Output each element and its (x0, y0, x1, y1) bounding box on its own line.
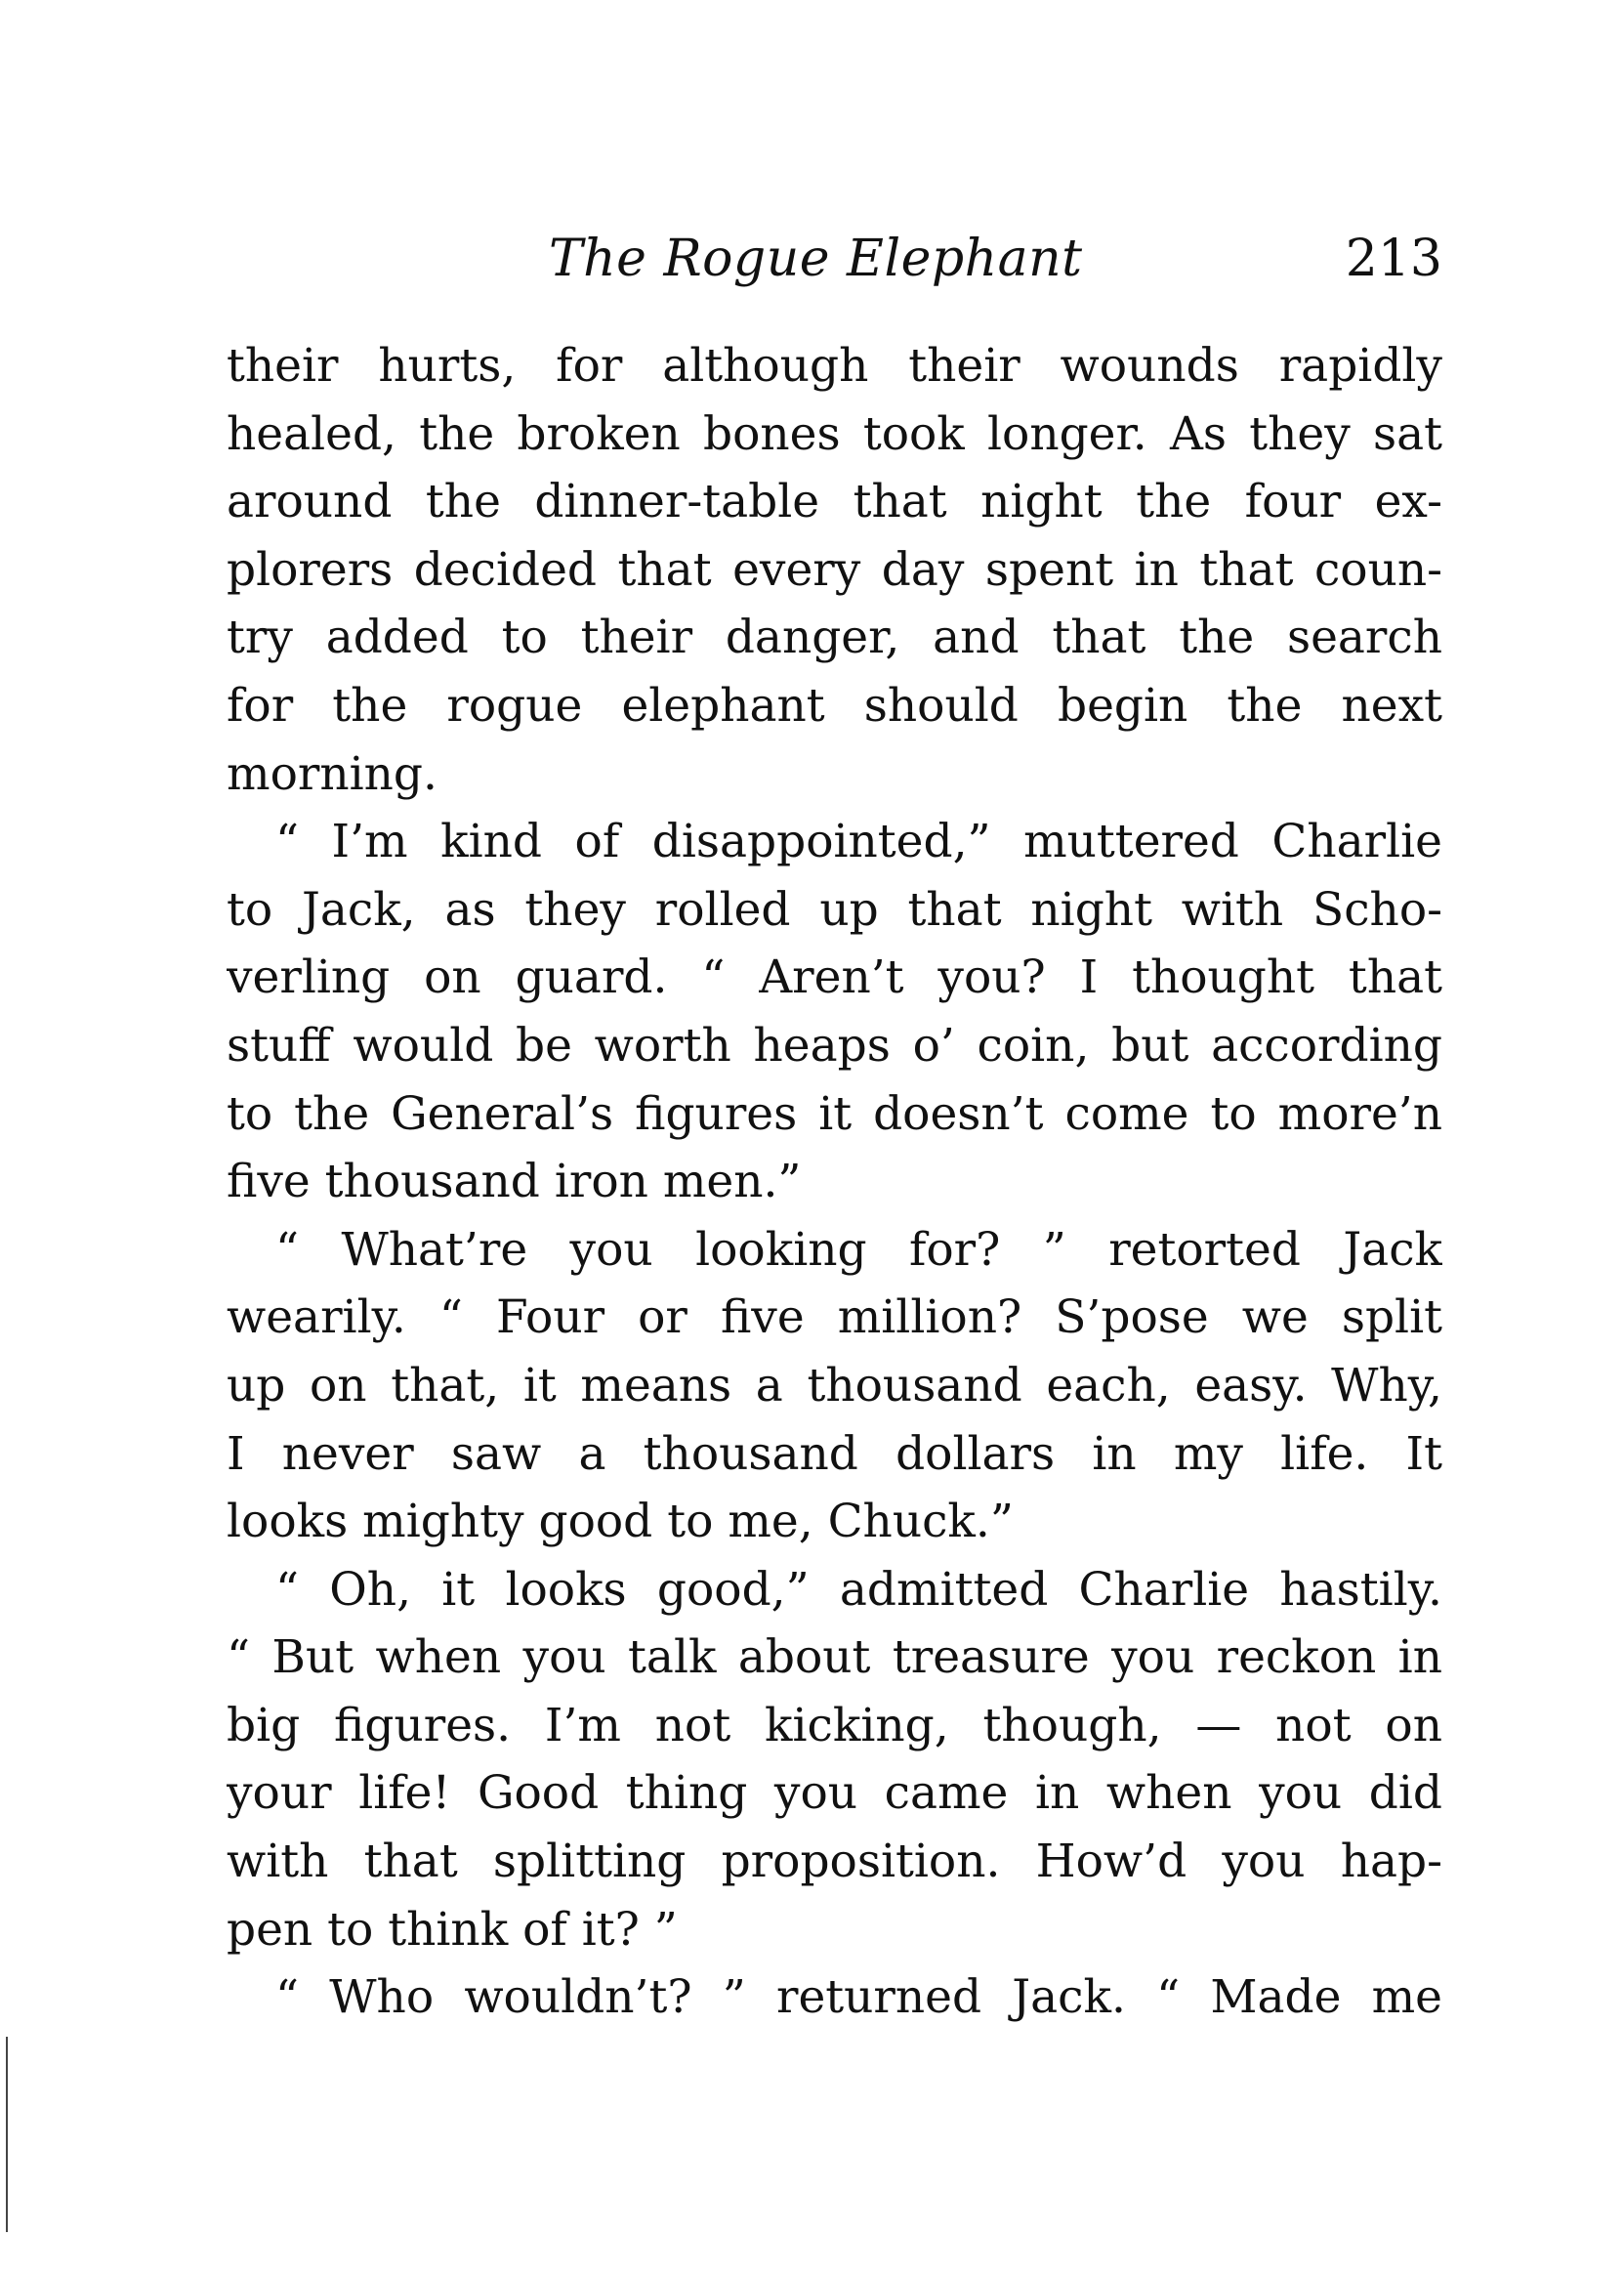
text-line: morning. (227, 746, 437, 801)
page-number: 213 (1345, 230, 1442, 288)
running-title: The Rogue Elephant (549, 230, 1083, 288)
text-line: “ Who wouldn’t? ” returned Jack. “ Made me (275, 1970, 1442, 2025)
body-text (227, 332, 1442, 2032)
text-line: verling on guard. “ Aren’t you? I thought that (227, 950, 1442, 1005)
text-line: “ But when you talk about treasure you reckon in (227, 1630, 1442, 1685)
scan-margin-mark (6, 2037, 8, 2232)
text-line: to the General’s figures it doesn’t come to more’n (227, 1086, 1442, 1141)
text-line: wearily. “ Four or five million? S’pose we split (227, 1290, 1442, 1345)
text-line: try added to their danger, and that the search (227, 611, 1442, 665)
running-header (227, 220, 1442, 298)
text-line: plorers decided that every day spent in that coun- (227, 542, 1442, 597)
text-line: stuff would be worth heaps o’ coin, but according (227, 1018, 1442, 1073)
text-line: for the rogue elephant should begin the next (227, 678, 1442, 733)
text-line: “ What’re you looking for? ” retorted Jack (275, 1222, 1442, 1277)
text-line: looks mighty good to me, Chuck.” (227, 1495, 1014, 1549)
text-line: big figures. I’m not kicking, though, — not on (227, 1698, 1442, 1752)
text-line: with that splitting proposition. How’d you hap- (227, 1835, 1442, 1889)
text-line: to Jack, as they rolled up that night with Scho- (227, 882, 1442, 937)
text-line: around the dinner-table that night the four ex- (227, 475, 1442, 529)
text-line: I never saw a thousand dollars in my life. It (227, 1426, 1442, 1481)
text-line: “ I’m kind of disappointed,” muttered Charlie (275, 815, 1442, 869)
text-line: healed, the broken bones took longer. As they sat (227, 406, 1442, 461)
text-line: pen to think of it? ” (227, 1902, 678, 1957)
text-line: their hurts, for although their wounds rapidly (227, 339, 1442, 393)
text-line: five thousand iron men.” (227, 1155, 802, 1209)
text-line: “ Oh, it looks good,” admitted Charlie hastily. (275, 1562, 1442, 1617)
text-line: your life! Good thing you came in when you did (227, 1766, 1442, 1821)
text-line: up on that, it means a thousand each, easy. Why, (227, 1358, 1442, 1413)
